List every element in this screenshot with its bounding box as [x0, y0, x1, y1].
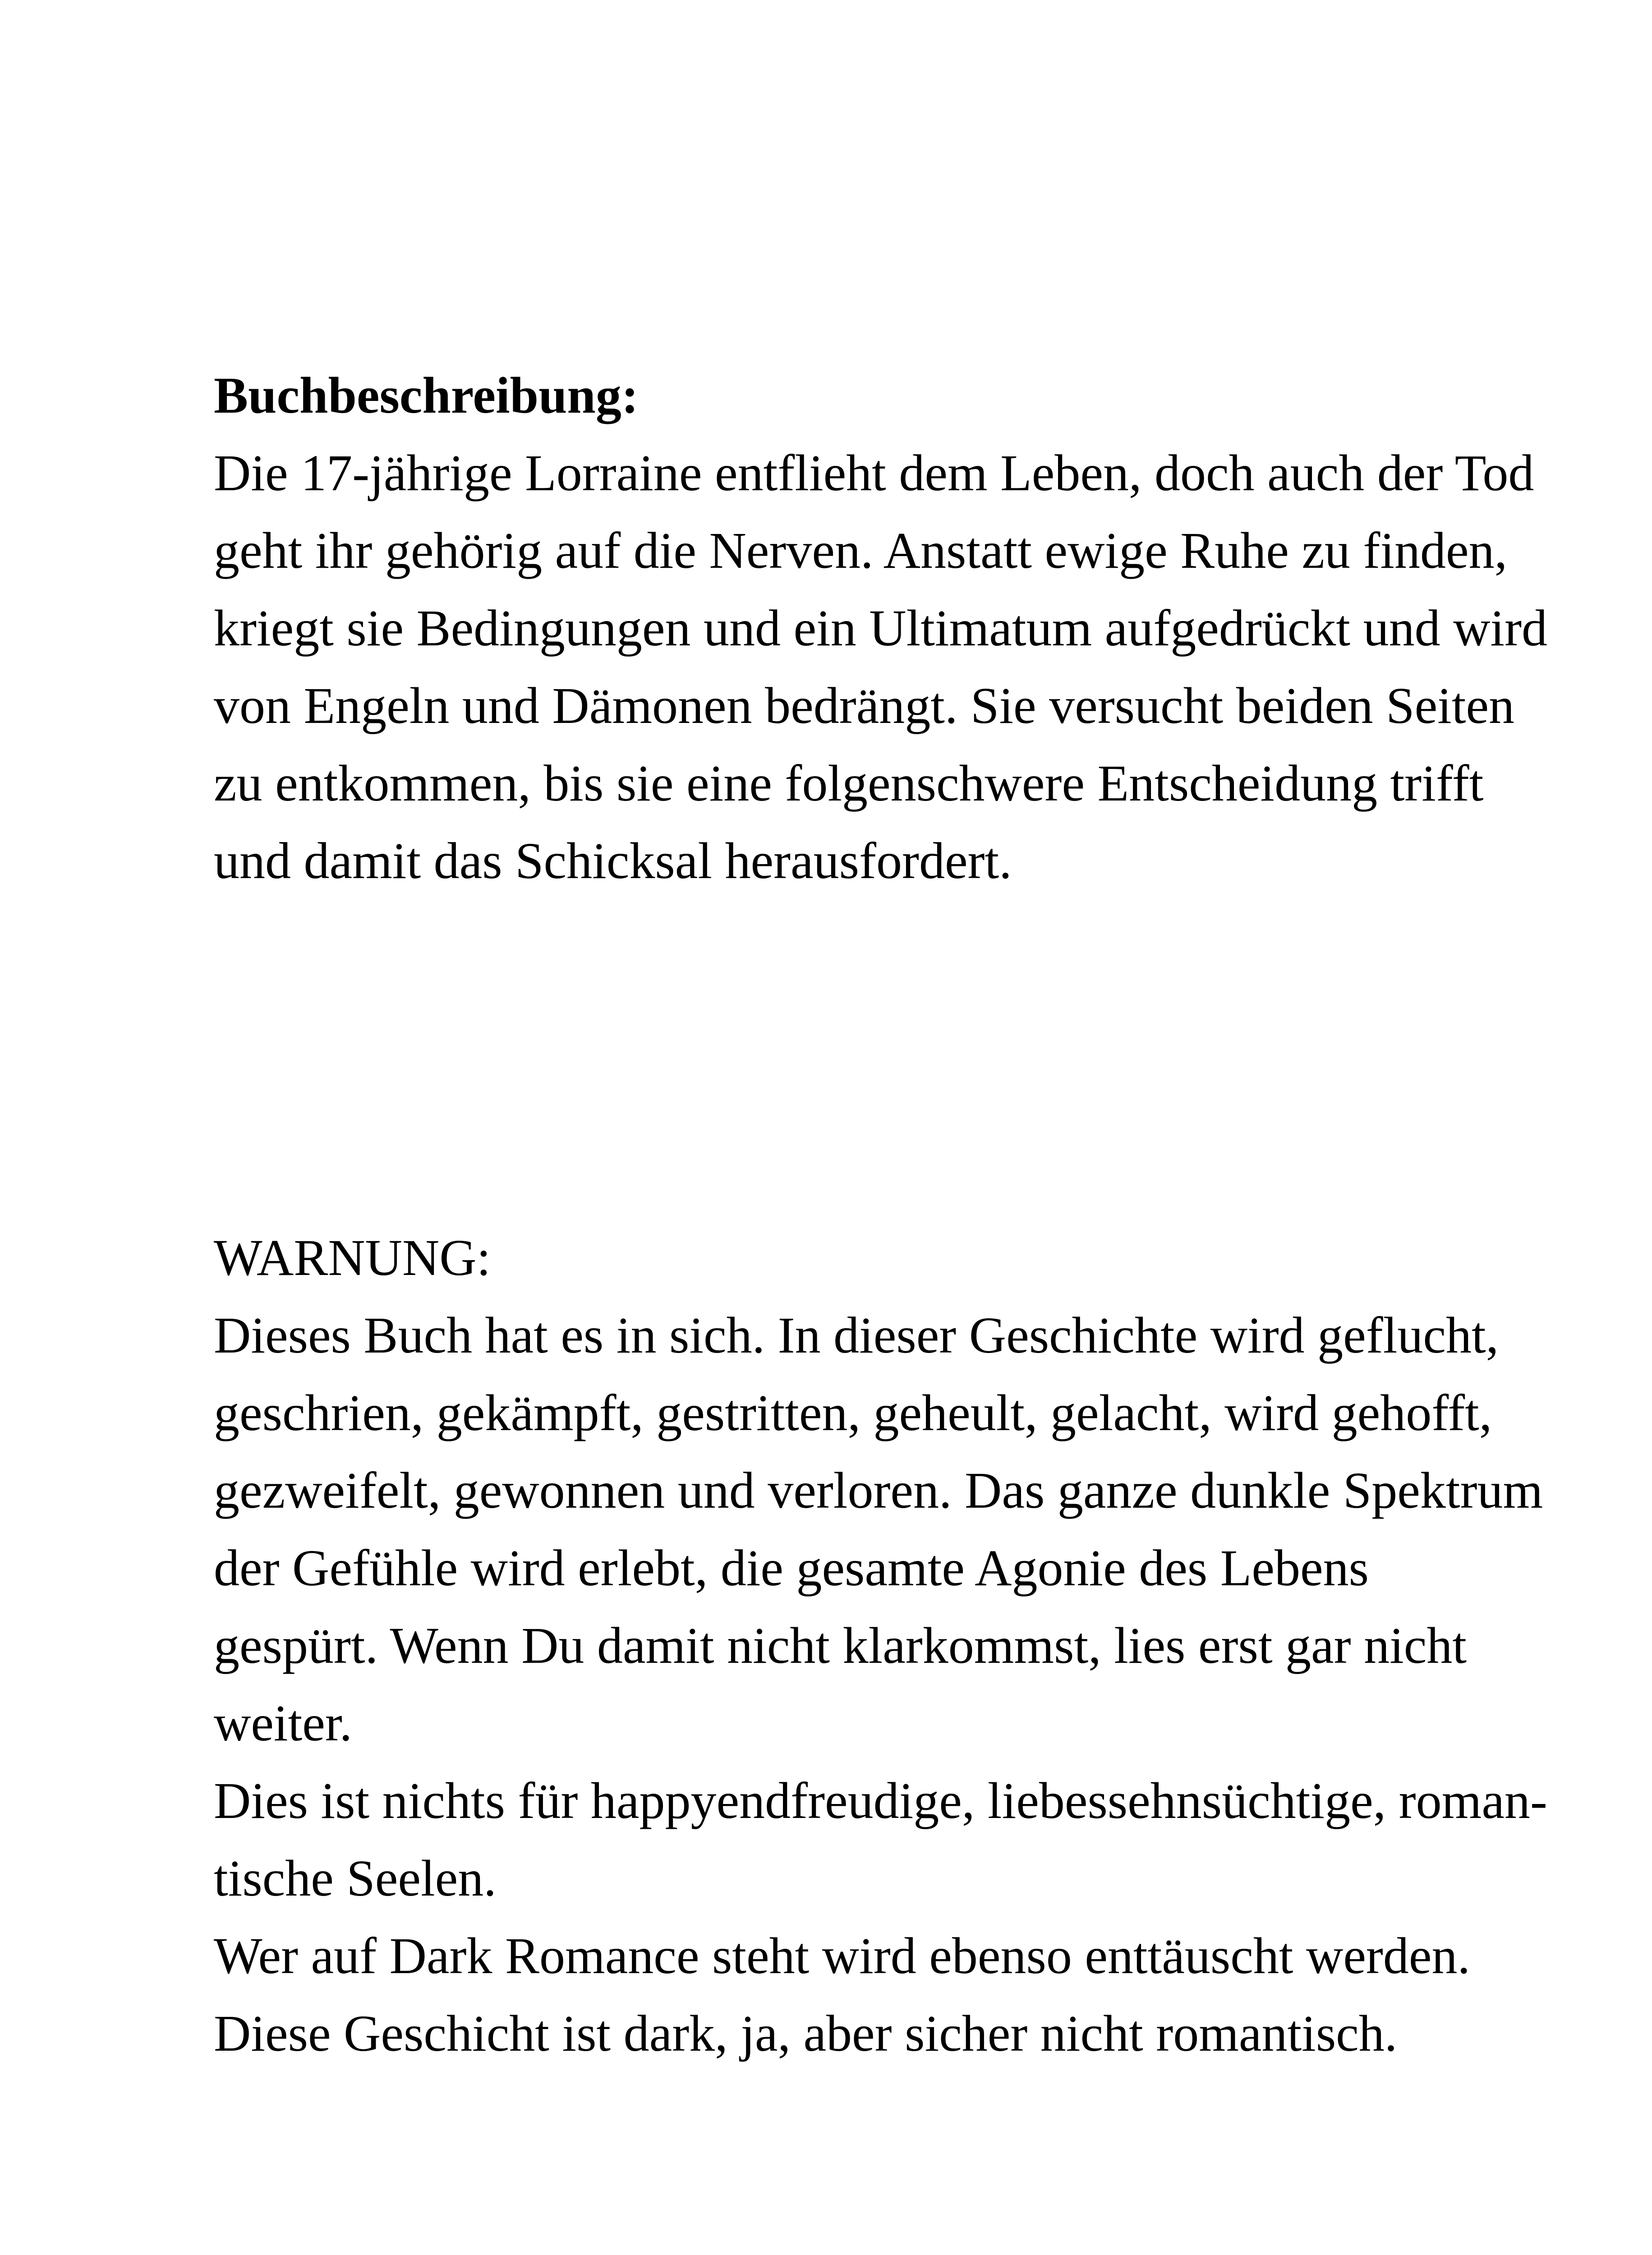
warning-line: der Gefühle wird erlebt, die gesamte Agonie des Lebens [214, 1539, 1369, 1597]
book-description-heading: Buchbeschreibung: [214, 367, 639, 424]
warning-line: Diese Geschicht ist dark, ja, aber sicher nicht romantisch. [214, 2005, 1398, 2062]
warning-line: Dieses Buch hat es in sich. In dieser Geschichte wird geflucht, [214, 1307, 1499, 1364]
description-line: und damit das Schicksal herausfordert. [214, 832, 1012, 889]
warning-line: Dies ist nichts für happyendfreudige, liebessehnsüchtige, roman- [214, 1772, 1547, 1829]
book-description-section [214, 357, 1548, 900]
warning-section [214, 1219, 1547, 2072]
warning-line: geschrien, gekämpft, gestritten, geheult, gelacht, wird gehofft, [214, 1384, 1492, 1441]
warning-line: gespürt. Wenn Du damit nicht klarkommst, lies erst gar nicht [214, 1617, 1467, 1674]
warning-line: weiter. [214, 1694, 353, 1752]
description-line: geht ihr gehörig auf die Nerven. Anstatt ewige Ruhe zu finden, [214, 522, 1508, 579]
description-line: von Engeln und Dämonen bedrängt. Sie versucht beiden Seiten [214, 677, 1515, 734]
warning-line: gezweifelt, gewonnen und verloren. Das ganze dunkle Spektrum [214, 1462, 1543, 1519]
warning-line: Wer auf Dark Romance steht wird ebenso enttäuscht werden. [214, 1927, 1470, 1984]
description-line: kriegt sie Bedingungen und ein Ultimatum aufgedrückt und wird [214, 599, 1548, 657]
warning-heading: WARNUNG: [214, 1229, 491, 1286]
warning-line: tische Seelen. [214, 1850, 497, 1907]
description-line: zu entkommen, bis sie eine folgenschwere Entscheidung trifft [214, 755, 1484, 812]
description-line: Die 17-jährige Lorraine entflieht dem Leben, doch auch der Tod [214, 444, 1534, 502]
